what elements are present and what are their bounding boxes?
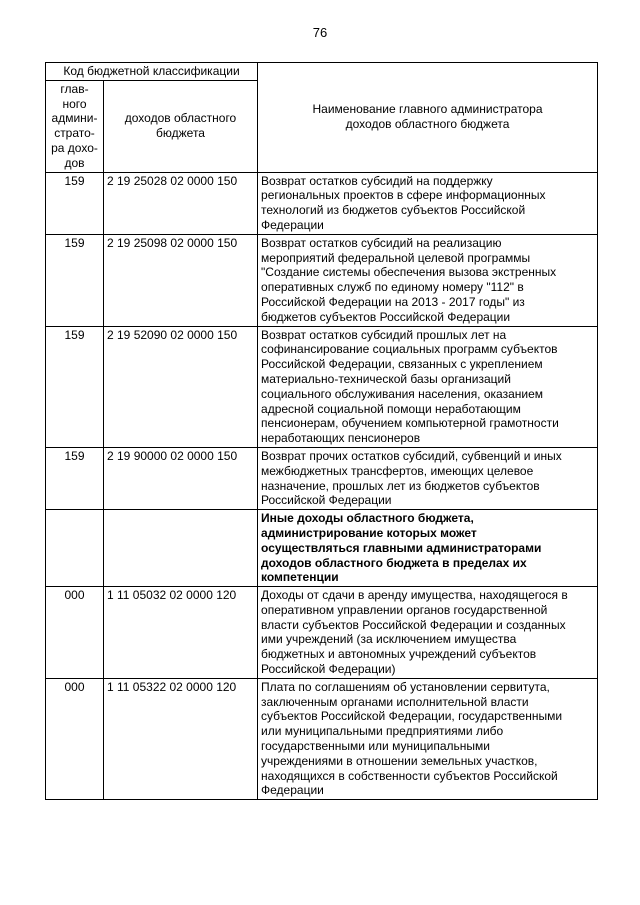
income-code-cell: 2 19 25098 02 0000 150 <box>104 234 258 326</box>
income-name-text: Плата по соглашениям об установлении сервитута, заключенным органами исполнительной власти субъектов Российской Федерации, государственными или муниципальными предприятиями либо государственными или муниципальными учреждениями в отношении земельных участков, находящихся в собственности субъектов Российской Федерации <box>261 679 563 798</box>
table-row <box>46 326 598 447</box>
income-code-cell: 2 19 25028 02 0000 150 <box>104 172 258 234</box>
header-administrator-name-text: Наименование главного администратора доходов областного бюджета <box>312 102 543 132</box>
income-name-text: Доходы от сдачи в аренду имущества, находящегося в оперативном управлении органов государственной власти субъектов Российской Федерации и созданных ими учреждений (за исключением имущества бюджетных и автономных учреждений субъектов Российской Федерации) <box>261 588 568 677</box>
income-code-cell: 2 19 90000 02 0000 150 <box>104 447 258 509</box>
header-regional-income <box>104 80 258 172</box>
income-name-cell <box>258 510 598 587</box>
income-name-cell <box>258 678 598 799</box>
header-budget-classification-code: Код бюджетной классификации <box>46 63 258 81</box>
header-regional-income-text: доходов областного бюджета <box>124 111 237 141</box>
budget-classification-table <box>45 62 598 800</box>
admin-code-cell: 159 <box>46 447 104 509</box>
income-name-text: Возврат остатков субсидий прошлых лет на софинансирование социальных программ субъектов Российской Федерации, связанных с укреплением материально-технической базы организаций социального обслуживания населения, оказанием адресной социальной помощи неработающим пенсионерам, обучением компьютерной грамотности неработающих пенсионеров <box>261 327 559 446</box>
admin-code-cell: 159 <box>46 326 104 447</box>
table-row <box>46 447 598 509</box>
header-chief-administrator <box>46 80 104 172</box>
income-code-cell: 2 19 52090 02 0000 150 <box>104 326 258 447</box>
income-name-text: Иные доходы областного бюджета, администрирование которых может осуществляться главными администраторами доходов областного бюджета в пределах их компетенции <box>261 511 542 585</box>
admin-code-cell <box>46 510 104 587</box>
income-code-cell <box>104 510 258 587</box>
income-code-cell: 1 11 05032 02 0000 120 <box>104 587 258 679</box>
income-name-cell <box>258 172 598 234</box>
page-number: 76 <box>312 25 328 40</box>
income-name-cell <box>258 234 598 326</box>
admin-code-cell: 000 <box>46 678 104 799</box>
header-chief-administrator-text: глав- ного админи- страто- ра дохо- дов <box>51 81 98 170</box>
income-name-text: Возврат остатков субсидий на поддержку региональных проектов в сфере информационных технологий из бюджетов субъектов Российской Федерации <box>261 173 546 232</box>
income-name-text: Возврат прочих остатков субсидий, субвенций и иных межбюджетных трансфертов, имеющих целевое назначение, прошлых лет из бюджетов субъектов Российской Федерации <box>261 448 562 508</box>
admin-code-cell: 159 <box>46 172 104 234</box>
table-row <box>46 587 598 679</box>
income-name-cell <box>258 326 598 447</box>
income-name-cell <box>258 447 598 509</box>
income-code-cell: 1 11 05322 02 0000 120 <box>104 678 258 799</box>
income-name-cell <box>258 587 598 679</box>
table-row <box>46 678 598 799</box>
table-body <box>46 172 598 800</box>
admin-code-cell: 000 <box>46 587 104 679</box>
header-row-group <box>46 63 598 81</box>
header-administrator-name <box>258 63 598 173</box>
table-row <box>46 172 598 234</box>
table-row <box>46 510 598 587</box>
admin-code-cell: 159 <box>46 234 104 326</box>
table-row <box>46 234 598 326</box>
income-name-text: Возврат остатков субсидий на реализацию мероприятий федеральной целевой программы "Создание системы обеспечения вызова экстренных оперативных служб по единому номеру "112" в Российской Федерации на 2013 - 2017 годы" из бюджетов субъектов Российской Федерации <box>261 235 557 324</box>
